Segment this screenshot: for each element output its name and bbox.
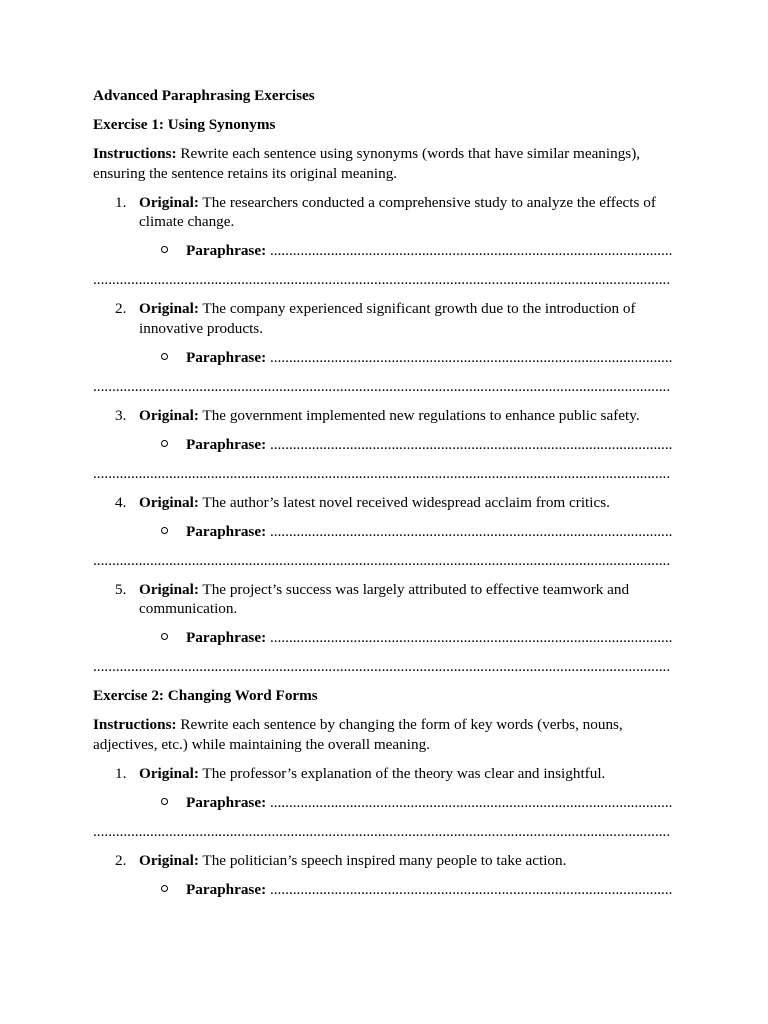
instructions-text: Rewrite each sentence by changing the form of key words (verbs, nouns, adjectives, etc.) while maintaining the overall meaning. <box>93 716 623 753</box>
item-number: 3. <box>115 406 127 424</box>
paraphrase-label: Paraphrase: <box>186 435 267 453</box>
paraphrase-row <box>93 522 673 542</box>
original-sentence <box>93 764 673 784</box>
circle-bullet-icon <box>161 440 168 447</box>
exercise-1-item-1 <box>93 193 673 290</box>
instructions-label: Instructions: <box>93 145 177 162</box>
original-text: The author’s latest novel received widespread acclaim from critics. <box>198 493 610 511</box>
circle-bullet-icon <box>161 633 168 640</box>
paraphrase-row <box>93 241 673 261</box>
original-text: The company experienced significant growth due to the introduction of innovative products. <box>139 300 636 337</box>
original-text: The government implemented new regulations to enhance public safety. <box>198 406 640 424</box>
exercise-1-item-5 <box>93 580 673 677</box>
item-number: 1. <box>115 764 127 782</box>
exercise-2-item-2 <box>93 851 673 900</box>
paraphrase-blank[interactable]: .......................................................................................................... <box>266 793 673 811</box>
paraphrase-row <box>93 880 673 900</box>
item-number: 2. <box>115 300 127 317</box>
exercise-2-instructions <box>93 715 673 754</box>
original-label: Original: <box>139 580 199 598</box>
paraphrase-label: Paraphrase: <box>186 522 267 540</box>
paraphrase-blank[interactable]: .......................................................................................................... <box>266 522 673 540</box>
exercise-1-item-4 <box>93 493 673 571</box>
circle-bullet-icon <box>161 527 168 534</box>
circle-bullet-icon <box>161 798 168 805</box>
instructions-text: Rewrite each sentence using synonyms (words that have similar meanings), ensuring the sentence retains its original meaning. <box>93 145 641 182</box>
item-number: 1. <box>115 193 127 211</box>
answer-line[interactable]: ........................................................................................................................................................ <box>93 822 671 840</box>
exercise-1-item-2 <box>93 299 673 396</box>
original-label: Original: <box>139 193 199 211</box>
original-sentence <box>93 299 673 338</box>
exercise-2-item-1 <box>93 764 673 842</box>
circle-bullet-icon <box>161 885 168 892</box>
original-text: The politician’s speech inspired many people to take action. <box>198 851 567 869</box>
original-text: The project’s success was largely attributed to effective teamwork and communication. <box>139 580 630 617</box>
original-sentence <box>93 406 673 426</box>
circle-bullet-icon <box>161 353 168 360</box>
original-label: Original: <box>139 406 199 424</box>
paraphrase-blank[interactable]: .......................................................................................................... <box>266 242 673 259</box>
paraphrase-row <box>93 793 673 813</box>
paraphrase-label: Paraphrase: <box>186 629 267 646</box>
original-text: The researchers conducted a comprehensive study to analyze the effects of climate change. <box>139 193 656 230</box>
exercise-2-heading: Exercise 2: Changing Word Forms <box>93 687 318 704</box>
document-page <box>93 86 673 909</box>
original-label: Original: <box>139 300 199 317</box>
paraphrase-blank[interactable]: .......................................................................................................... <box>266 435 673 453</box>
answer-line[interactable]: ........................................................................................................................................................ <box>93 658 671 675</box>
paraphrase-label: Paraphrase: <box>186 242 267 259</box>
paraphrase-blank[interactable]: .......................................................................................................... <box>266 348 673 366</box>
paraphrase-blank[interactable]: .......................................................................................................... <box>266 629 673 646</box>
original-text: The professor’s explanation of the theory was clear and insightful. <box>198 764 606 782</box>
exercise-1-list <box>93 193 673 677</box>
original-label: Original: <box>139 493 199 511</box>
paraphrase-row <box>93 348 673 368</box>
original-sentence <box>93 580 673 619</box>
original-label: Original: <box>139 851 199 869</box>
instructions-label: Instructions: <box>93 716 177 733</box>
item-number: 4. <box>115 493 127 511</box>
original-sentence <box>93 851 673 871</box>
original-sentence <box>93 493 673 513</box>
document-title: Advanced Paraphrasing Exercises <box>93 87 315 104</box>
paraphrase-label: Paraphrase: <box>186 348 267 366</box>
paraphrase-row <box>93 435 673 455</box>
answer-line[interactable]: ........................................................................................................................................................ <box>93 271 671 288</box>
answer-line[interactable]: ........................................................................................................................................................ <box>93 377 671 395</box>
item-number: 5. <box>115 580 127 598</box>
circle-bullet-icon <box>161 246 168 253</box>
exercise-1-instructions <box>93 144 673 183</box>
original-sentence <box>93 193 673 232</box>
paraphrase-label: Paraphrase: <box>186 880 267 898</box>
paraphrase-blank[interactable]: .......................................................................................................... <box>266 880 673 898</box>
answer-line[interactable]: ........................................................................................................................................................ <box>93 464 671 482</box>
item-number: 2. <box>115 851 127 869</box>
exercise-1-item-3 <box>93 406 673 484</box>
original-label: Original: <box>139 764 199 782</box>
exercise-1-heading: Exercise 1: Using Synonyms <box>93 116 276 133</box>
paraphrase-row <box>93 628 673 648</box>
answer-line[interactable]: ........................................................................................................................................................ <box>93 551 671 569</box>
paraphrase-label: Paraphrase: <box>186 793 267 811</box>
exercise-2-list <box>93 764 673 900</box>
